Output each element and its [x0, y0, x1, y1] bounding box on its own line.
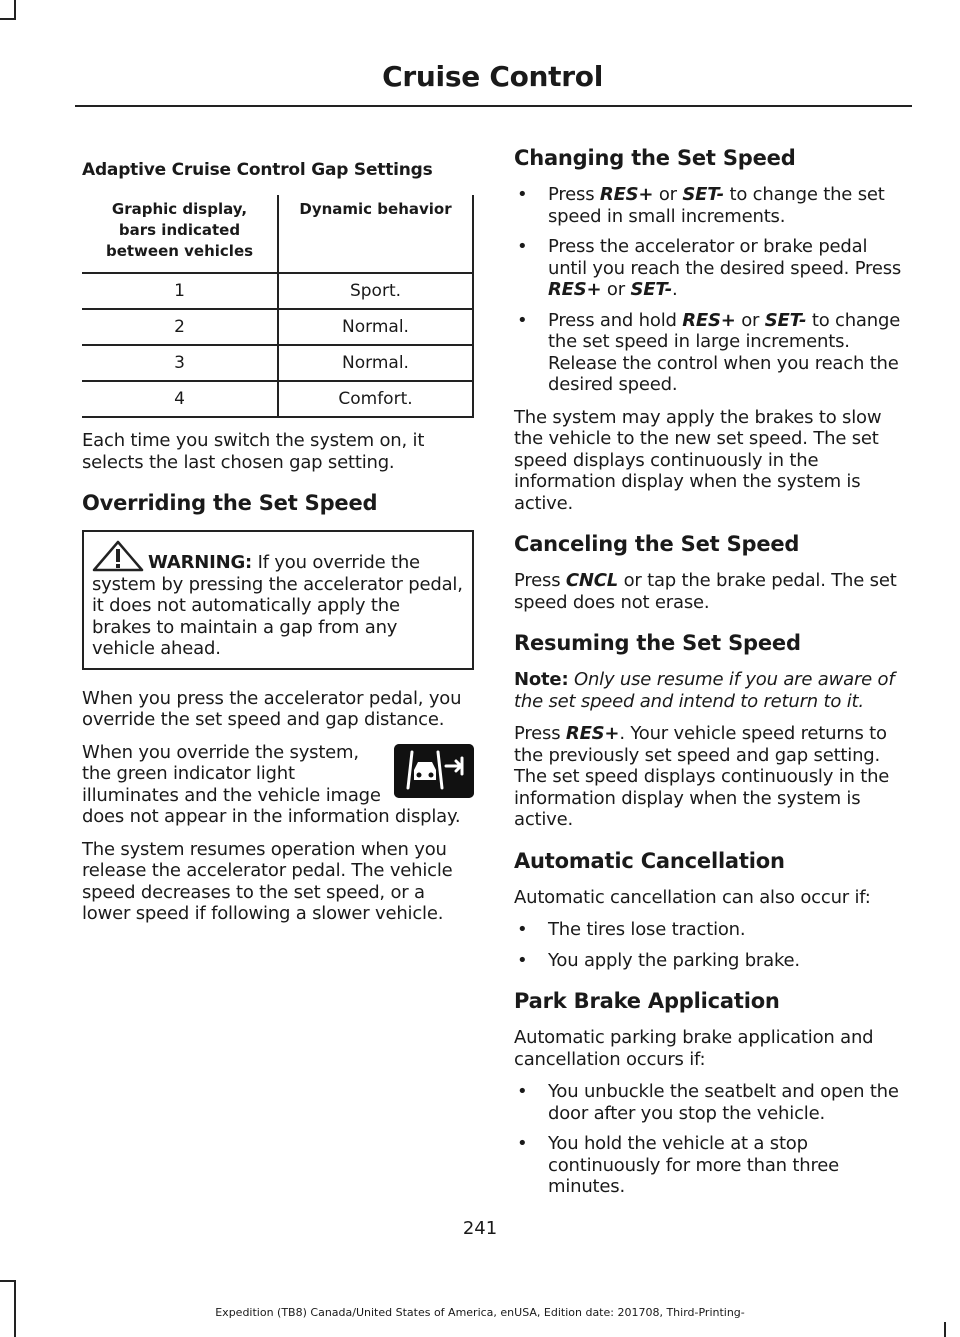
list-item: • You apply the parking brake. [514, 950, 908, 972]
table-cell: Comfort. [278, 381, 473, 417]
section-heading-park-brake: Park Brake Application [514, 989, 780, 1013]
resume-operation-text: The system resumes operation when you release the accelerator pedal. The vehicle speed decreases to the set speed, or a lower speed if following a slower vehicle. [82, 838, 453, 924]
cancel-text: Press CNCL or tap the brake pedal. The set speed does not erase. [514, 570, 897, 613]
res-plus-key: RES+ [682, 309, 736, 331]
section-heading-override: Overriding the Set Speed [82, 491, 378, 515]
crop-mark [14, 0, 16, 20]
table-header: Graphic display, bars indicated between vehicles [82, 195, 278, 273]
warning-text [92, 540, 464, 660]
left-column [82, 145, 474, 936]
warning-body: If you override the system by pressing the accelerator pedal, it does not automatically apply the brakes to maintain a gap from any vehicle ahead. [92, 552, 463, 659]
page-number: 241 [462, 1218, 498, 1239]
auto-cancel-bullet-list [514, 919, 908, 971]
park-brake-bullet-list [514, 1081, 908, 1198]
list-item: • Press the accelerator or brake pedal until you reach the desired speed. Press RES+ or SET-. [514, 236, 908, 301]
crop-mark [0, 18, 14, 20]
indicator-text: When you override the system, the green indicator light illuminates and the vehicle image does not appear in the information display. [82, 741, 461, 827]
page-title: Cruise Control [382, 60, 603, 93]
table-cell: 1 [82, 273, 278, 309]
list-item: • You hold the vehicle at a stop continuously for more than three minutes. [514, 1133, 908, 1198]
changing-bullet-list [514, 184, 908, 396]
brakes-text: The system may apply the brakes to slow the vehicle to the new set speed. The set speed displays continuously in the information display when the system is active. [514, 406, 882, 514]
res-plus-key: RES+ [565, 723, 620, 744]
list-item: • Press and hold RES+ or SET- to change the set speed in large increments. Release the control when you reach the desired speed. [514, 310, 908, 396]
table-header: Dynamic behavior [278, 195, 473, 273]
crop-mark [0, 1280, 14, 1282]
table-cell: Normal. [278, 309, 473, 345]
list-item: • Press RES+ or SET- to change the set speed in small increments. [514, 184, 908, 227]
warning-triangle-icon [92, 540, 144, 572]
res-plus-key: RES+ [599, 184, 654, 205]
table-row [82, 381, 473, 417]
table-cell: Sport. [278, 273, 473, 309]
note-label: Note: [514, 669, 569, 690]
header-rule [75, 105, 912, 107]
right-column [514, 145, 908, 1209]
footer-edition: Expedition (TB8) Canada/United States of America, enUSA, Edition date: 201708, Third-Printing- [215, 1306, 745, 1319]
table-row [82, 273, 473, 309]
set-minus-key: SET- [764, 309, 807, 331]
auto-cancel-text: Automatic cancellation can also occur if: [514, 886, 871, 908]
section-heading-changing: Changing the Set Speed [514, 146, 796, 170]
res-plus-key: RES+ [548, 279, 602, 300]
cncl-key: CNCL [565, 570, 619, 591]
res-text: Press RES+. Your vehicle speed returns to the previously set speed and gap setting. The set speed displays continuously in the information display when the system is active. [514, 723, 890, 830]
table-row [82, 345, 473, 381]
list-item: • The tires lose traction. [514, 919, 908, 941]
set-minus-key: SET- [630, 279, 673, 300]
park-brake-text: Automatic parking brake application and cancellation occurs if: [514, 1027, 874, 1070]
override-text: When you press the accelerator pedal, you override the set speed and gap distance. [82, 687, 462, 730]
list-item: • You unbuckle the seatbelt and open the door after you stop the vehicle. [514, 1081, 908, 1124]
gap-settings-table [82, 195, 474, 418]
section-heading-canceling: Canceling the Set Speed [514, 532, 800, 556]
section-heading-auto-cancel: Automatic Cancellation [514, 848, 785, 873]
table-cell: 4 [82, 381, 278, 417]
warning-label: WARNING: [148, 552, 253, 573]
adaptive-cruise-indicator-icon [394, 744, 474, 798]
table-cell: 2 [82, 309, 278, 345]
table-row [82, 309, 473, 345]
section-heading-resuming: Resuming the Set Speed [514, 631, 801, 655]
set-minus-key: SET- [682, 184, 724, 205]
gap-memory-text: Each time you switch the system on, it selects the last chosen gap setting. [82, 430, 425, 473]
crop-mark [944, 1322, 946, 1337]
note-text: Note: Only use resume if you are aware of the set speed and intend to return to it. [514, 669, 895, 712]
indicator-block [82, 742, 474, 828]
table-cell: 3 [82, 345, 278, 381]
warning-box [82, 530, 474, 670]
gap-settings-title: Adaptive Cruise Control Gap Settings [82, 160, 433, 180]
table-cell: Normal. [278, 345, 473, 381]
